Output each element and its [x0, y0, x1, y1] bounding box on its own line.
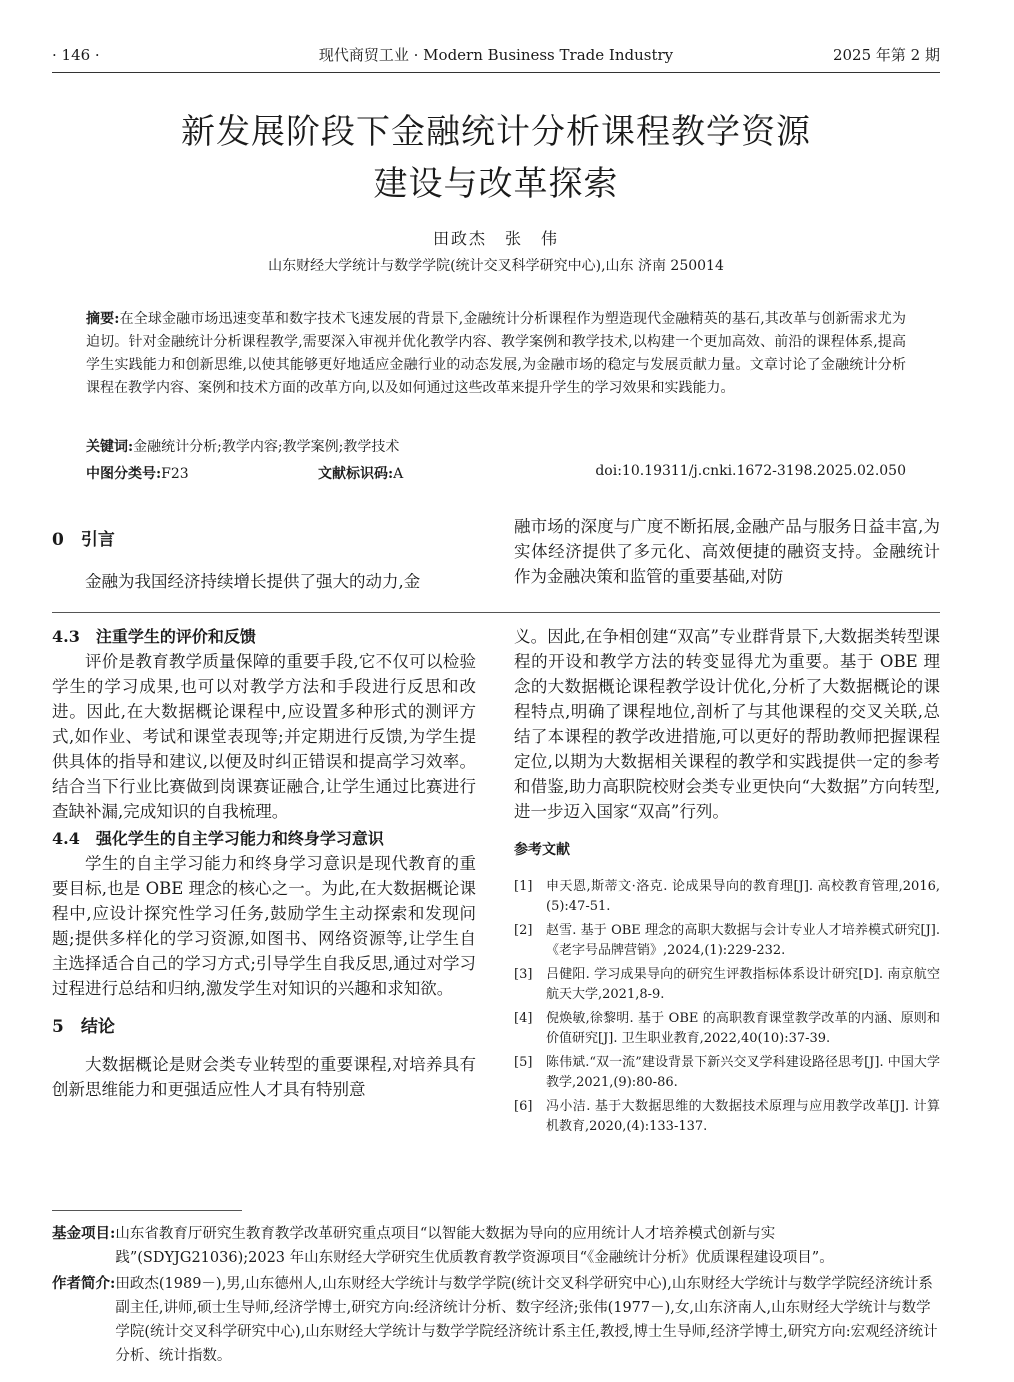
clc-value: F23 [161, 466, 189, 482]
reference-text: 陈伟斌.“双一流”建设背景下新兴交叉学科建设路径思考[J]. 中国大学教学,2021,(9):80-86. [546, 1055, 940, 1090]
title-line-1: 新发展阶段下金融统计分析课程教学资源 [181, 112, 811, 152]
intro-right [514, 514, 940, 589]
keywords-label: 关键词: [86, 439, 134, 455]
section-4-3-heading: 4.3 注重学生的评价和反馈 [52, 627, 256, 646]
header-rule [52, 72, 940, 73]
intro-heading: 0 引言 [52, 530, 115, 550]
abstract-text: 在全球金融市场迅速变革和数字技术飞速发展的背景下,金融统计分析课程作为塑造现代金融精英的基石,其改革与创新需求尤为迫切。针对金融统计分析课程教学,需要深入审视并优化教学内容、教学案例和教学技术,以构建一个更加高效、前沿的课程体系,提高学生实践能力和创新思维,以使其能够更好地适应金融行业的动态发展,为金融市场的稳定与发展贡献力量。文章讨论了金融统计分析课程在教学内容、案例和技术方面的改革方向,以及如何通过这些改革来提升学生的学习效果和实践能力。 [86, 311, 906, 396]
journal-name: 现代商贸工业 · Modern Business Trade Industry [318, 46, 674, 64]
reference-list [514, 877, 940, 1137]
fund-text: 山东省教育厅研究生教育教学改革研究重点项目“以智能大数据为导向的应用统计人才培养模式创新与实践”(SDYJG21036);2023 年山东财经大学研究生优质教育教学资源项目“《金融统计分析》优质课程建设项目”。 [115, 1226, 834, 1266]
intro-left-text: 金融为我国经济持续增长提供了强大的动力,金 [85, 572, 421, 591]
reference-item [514, 1009, 940, 1049]
affiliation: 山东财经大学统计与数学学院(统计交叉科学研究中心),山东 济南 250014 [268, 258, 724, 274]
paper-title [52, 106, 940, 210]
fund-label: 基金项目: [52, 1225, 116, 1242]
reference-number: [6] [514, 1099, 533, 1114]
clc-label: 中图分类号: [86, 466, 162, 482]
reference-text: 申天恩,斯蒂文·洛克. 论成果导向的教育理[J]. 高校教育管理,2016,(5):47-51. [546, 879, 940, 914]
section-4-3-text: 评价是教育教学质量保障的重要手段,它不仅可以检验学生的学习成果,也可以对教学方法和手段进行反思和改进。因此,在大数据概论课程中,应设置多种形式的测评方式,如作业、考试和课堂表现等;并定期进行反馈,为学生提供具体的指导和建议,以便及时纠正错误和提高学习效率。结合当下行业比赛做到岗课赛证融合,让学生通过比赛进行查缺补漏,完成知识的自我梳理。 [52, 652, 476, 821]
reference-text: 倪焕敏,徐黎明. 基于 OBE 的高职教育课堂教学改革的内涵、原则和价值研究[J]. 卫生职业教育,2022,40(10):37-39. [546, 1011, 940, 1046]
reference-number: [4] [514, 1011, 533, 1026]
reference-number: [1] [514, 879, 533, 894]
footnotes [52, 1222, 940, 1368]
authors: 田政杰 张 伟 [432, 229, 559, 248]
doc-code-value: A [393, 466, 404, 482]
issue-label: 2025 年第 2 期 [832, 46, 940, 64]
bio-label: 作者简介: [52, 1275, 116, 1292]
intro-left [52, 528, 476, 594]
reference-number: [3] [514, 967, 533, 982]
abstract-label: 摘要: [86, 311, 120, 327]
document-code [318, 463, 403, 483]
keywords [86, 436, 399, 456]
conclusion-continued: 义。因此,在争相创建“双高”专业群背景下,大数据类转型课程的开设和教学方法的转变显得尤为重要。基于 OBE 理念的大数据概论课程教学设计优化,分析了大数据概论的课程特点,明确了课程地位,剖析了与其他课程的交叉关联,总结了本课程的教学改进措施,可以更好的帮助教师把握课程定位,以期为大数据相关课程的教学和实践提供一定的参考和借鉴,助力高职院校财会类专业更快向“大数据”方向转型,进一步迈入国家“双高”行列。 [514, 627, 940, 821]
left-column [52, 624, 476, 1102]
reference-item [514, 1097, 940, 1137]
title-line-2: 建设与改革探索 [373, 164, 619, 204]
classification-row [86, 463, 906, 483]
reference-number: [2] [514, 923, 533, 938]
page-number: · 146 · [52, 46, 100, 64]
intro-right-text: 融市场的深度与广度不断拓展,金融产品与服务日益丰富,为实体经济提供了多元化、高效便捷的融资支持。金融统计作为金融决策和监管的重要基础,对防 [514, 517, 940, 586]
keywords-text: 金融统计分析;教学内容;教学案例;教学技术 [133, 439, 400, 455]
clc-code [86, 463, 189, 483]
reference-item [514, 921, 940, 961]
section-4-4-text: 学生的自主学习能力和终身学习意识是现代教育的重要目标,也是 OBE 理念的核心之一。为此,在大数据概论课程中,应设计探究性学习任务,鼓励学生主动探索和发现问题;提供多样化的学习资源,如图书、网络资源等,让学生自主选择适合自己的学习方式;引导学生自我反思,通过对学习过程进行总结和归纳,激发学生对知识的兴趣和求知欲。 [52, 854, 476, 998]
doc-code-label: 文献标识码: [318, 466, 394, 482]
right-column [514, 624, 940, 1141]
bio-text: 田政杰(1989－),男,山东德州人,山东财经大学统计与数学学院(统计交叉科学研究中心),山东财经大学统计与数学学院经济统计系副主任,讲师,硕士生导师,经济学博士,研究方向:经济统计分析、数字经济;张伟(1977－),女,山东济南人,山东财经大学统计与数学学院(统计交叉科学研究中心),山东财经大学统计与数学学院经济统计系主任,教授,博士生导师,经济学博士,研究方向:宏观经济统计分析、统计指数。 [115, 1276, 938, 1364]
reference-item [514, 965, 940, 1005]
abstract [86, 308, 906, 400]
reference-number: [5] [514, 1055, 533, 1070]
reference-item [514, 1053, 940, 1093]
section-5-heading: 5 结论 [52, 1017, 115, 1037]
fund-note [52, 1222, 940, 1270]
section-4-4-heading: 4.4 强化学生的自主学习能力和终身学习意识 [52, 829, 384, 848]
author-bio [52, 1272, 940, 1368]
references-heading: 参考文献 [514, 842, 570, 858]
running-header [52, 40, 940, 70]
section-5-text: 大数据概论是财会类专业转型的重要课程,对培养具有创新思维能力和更强适应性人才具有特别意 [52, 1055, 476, 1099]
section-divider [52, 612, 940, 613]
footnote-rule [52, 1210, 242, 1211]
reference-text: 吕健阳. 学习成果导向的研究生评教指标体系设计研究[D]. 南京航空航天大学,2021,8-9. [546, 967, 940, 1002]
reference-item [514, 877, 940, 917]
reference-text: 赵雪. 基于 OBE 理念的高职大数据与会计专业人才培养模式研究[J].《老字号品牌营销》,2024,(1):229-232. [546, 923, 940, 958]
doi: doi:10.19311/j.cnki.1672-3198.2025.02.050 [595, 463, 906, 479]
reference-text: 冯小洁. 基于大数据思维的大数据技术原理与应用教学改革[J]. 计算机教育,2020,(4):133-137. [546, 1099, 940, 1134]
